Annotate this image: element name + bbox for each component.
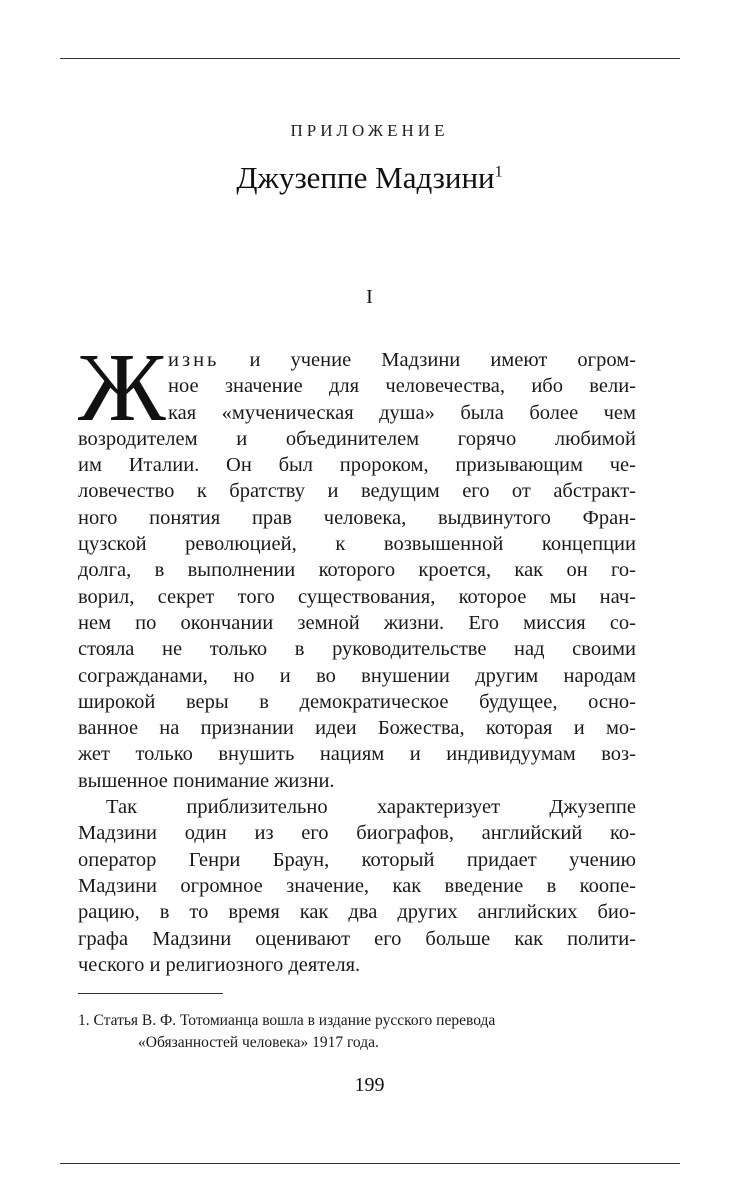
text-line-rest: и учение Мадзини имеют огром- [219,349,636,371]
text-line: ловечество к братству и ведущим его от абстракт- [78,480,636,503]
text-line: стояла не только в руководительстве над своими [78,638,636,661]
text-line: вышенное понимание жизни. [78,769,335,792]
text-line [78,347,636,373]
text-line: рацию, в то время как два других английских био- [78,901,636,924]
footnote-line: 1. Статья В. Ф. Тотомианца вошла в издание русского перевода [78,1012,496,1029]
lead-word: изнь [168,349,220,371]
text-line: Мадзини огромное значение, как введение в коопе- [78,874,636,897]
footnote-line: «Обязанностей человека» 1917 года. [138,1034,379,1051]
text-line: графа Мадзини оценивают его больше как полити- [78,927,636,950]
title-text: Джузеппе Мадзини [236,160,495,195]
text-line: ванное на признании идеи Божества, которая и мо- [78,717,636,740]
text-line: им Италии. Он был пророком, призывающим че- [78,454,636,477]
section-kicker: ПРИЛОЖЕНИЕ [290,121,449,140]
text-line: Так приблизительно характеризует Джузеппе [106,796,636,819]
text-line: ного понятия прав человека, выдвинутого Фран- [78,506,636,529]
drop-cap: Ж [78,334,166,442]
body-text [78,334,636,978]
page-title [0,160,739,196]
page-number: 199 [354,1074,385,1096]
text-line: цузской революцией, к возвышенной концепции [78,533,636,556]
bottom-rule [60,1163,680,1164]
text-line: кая «мученическая душа» была более чем [168,401,636,424]
text-line: широкой веры в демократическое будущее, осно- [78,690,636,713]
title-footnote-ref: 1 [494,163,503,181]
text-line: возродителем и объединителем горячо любимой [78,427,636,450]
text-line: долга, в выполнении которого кроется, как он го- [78,559,636,582]
text-line: ворил, секрет того существования, которое мы нач- [78,585,636,608]
top-rule [60,58,680,59]
text-line: оператор Генри Браун, который придает учению [78,848,636,871]
footnote-rule [78,993,223,994]
text-line: ческого и религиозного деятеля. [78,953,361,976]
text-line: Мадзини один из его биографов, английский ко- [78,822,636,845]
text-line: согражданами, но и во внушении другим народам [78,664,636,687]
text-line: жет только внушить нациям и индивидуумам воз- [78,743,636,766]
text-line: ное значение для человечества, ибо вели- [168,375,636,398]
section-number: I [366,286,373,308]
text-line: нем по окончании земной жизни. Его миссия со- [78,611,636,634]
footnote [78,1010,618,1054]
